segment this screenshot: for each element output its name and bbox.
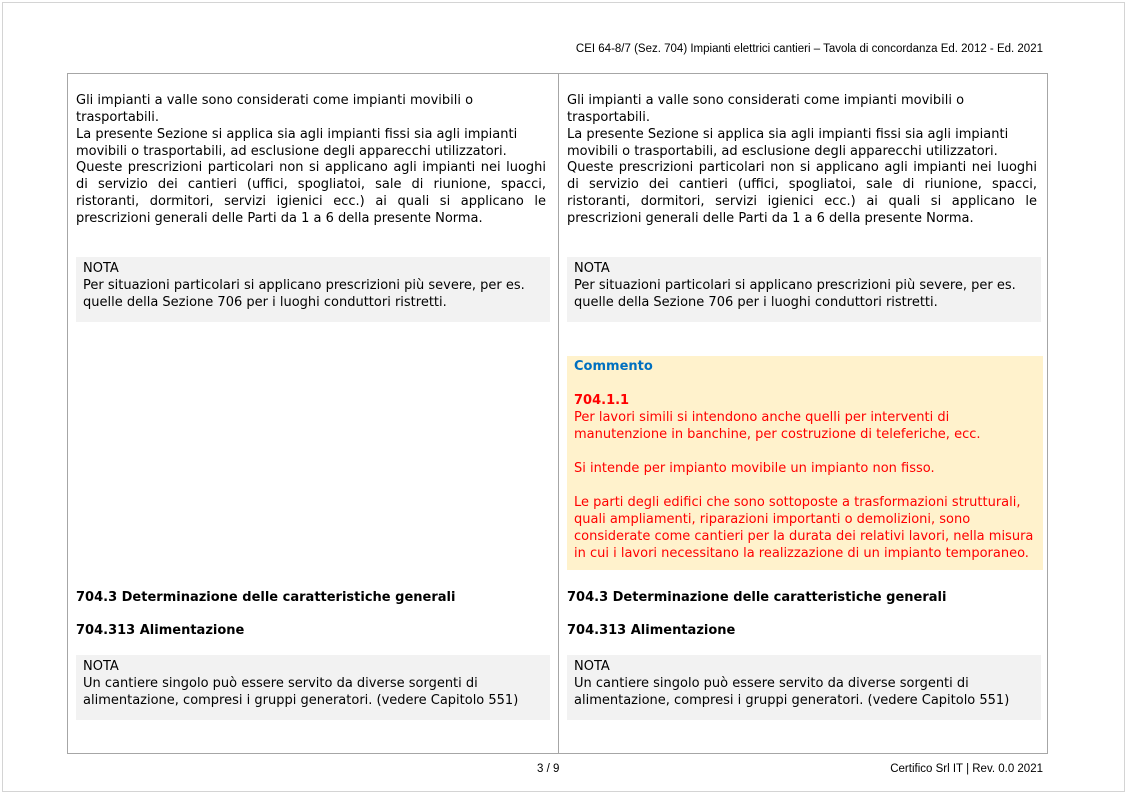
right-column	[559, 74, 1049, 753]
left-note-1-text: Per situazioni particolari si applicano prescrizioni più severe, per es. quelle della Sezione 706 per i luoghi conduttori ristretti.	[83, 278, 525, 310]
comment-section-number: 704.1.1	[574, 393, 630, 408]
concordance-table	[67, 73, 1048, 754]
right-heading-704-3: 704.3 Determinazione delle caratteristiche generali	[567, 590, 947, 605]
left-note-2	[76, 655, 550, 720]
comment-paragraph-1: Per lavori simili si intendono anche quelli per interventi di manutenzione in banchine, per costruzione di teleferiche, ecc.	[574, 410, 981, 442]
page-number: 3 / 9	[537, 763, 560, 775]
right-note-2	[567, 655, 1041, 720]
left-column	[68, 74, 558, 753]
left-exclusion-text: Queste prescrizioni particolari non si applicano agli impianti nei luoghi di servizio dei cantieri (uffici, spogliatoi, sale di riunione, spacci, ristoranti, dormitori, servizi igienici ecc.) ai quali si applicano le prescrizioni generali delle Parti da 1 a 6 della presente Norma.	[76, 160, 546, 226]
right-note-1-text: Per situazioni particolari si applicano prescrizioni più severe, per es. quelle della Sezione 706 per i luoghi conduttori ristretti.	[574, 278, 1016, 310]
page	[2, 2, 1125, 792]
left-note-2-text: Un cantiere singolo può essere servito da diverse sorgenti di alimentazione, compresi i gruppi generatori. (vedere Capitolo 551)	[83, 676, 519, 708]
comment-title: Commento	[574, 359, 653, 374]
left-heading-704-313: 704.313 Alimentazione	[76, 623, 245, 638]
footer-company: Certifico Srl IT | Rev. 0.0 2021	[890, 763, 1043, 775]
comment-box	[567, 356, 1043, 570]
comment-paragraph-3: Le parti degli edifici che sono sottoposte a trasformazioni strutturali, quali ampliamenti, riparazioni importanti o demolizioni, sono considerate come cantieri per la durata dei relativi lavori, nella misura in cui i lavori necessitano la realizzazione di un impianto temporaneo.	[574, 495, 1034, 561]
right-note-2-text: Un cantiere singolo può essere servito da diverse sorgenti di alimentazione, compresi i gruppi generatori. (vedere Capitolo 551)	[574, 676, 1010, 708]
left-note-1	[76, 257, 550, 322]
comment-paragraph-2: Si intende per impianto movibile un impianto non fisso.	[574, 461, 935, 476]
right-note-2-label: NOTA	[574, 659, 610, 674]
left-note-1-label: NOTA	[83, 261, 119, 276]
right-exclusion-text: Queste prescrizioni particolari non si applicano agli impianti nei luoghi di servizio dei cantieri (uffici, spogliatoi, sale di riunione, spacci, ristoranti, dormitori, servizi igienici ecc.) ai quali si applicano le prescrizioni generali delle Parti da 1 a 6 della presente Norma.	[567, 160, 1037, 226]
left-intro-text: Gli impianti a valle sono considerati come impianti movibili o trasportabili. La presente Sezione si applica sia agli impianti fissi sia agli impianti movibili o trasportabili, ad esclusione degli apparecchi utilizzatori.	[76, 93, 518, 159]
right-heading-704-313: 704.313 Alimentazione	[567, 623, 736, 638]
right-intro-text: Gli impianti a valle sono considerati come impianti movibili o trasportabili. La presente Sezione si applica sia agli impianti fissi sia agli impianti movibili o trasportabili, ad esclusione degli apparecchi utilizzatori.	[567, 93, 1009, 159]
left-heading-704-3: 704.3 Determinazione delle caratteristiche generali	[76, 590, 456, 605]
left-note-2-label: NOTA	[83, 659, 119, 674]
page-header: CEI 64-8/7 (Sez. 704) Impianti elettrici cantieri – Tavola di concordanza Ed. 2012 - Ed. 2021	[575, 43, 1043, 55]
right-note-1	[567, 257, 1041, 322]
right-note-1-label: NOTA	[574, 261, 610, 276]
